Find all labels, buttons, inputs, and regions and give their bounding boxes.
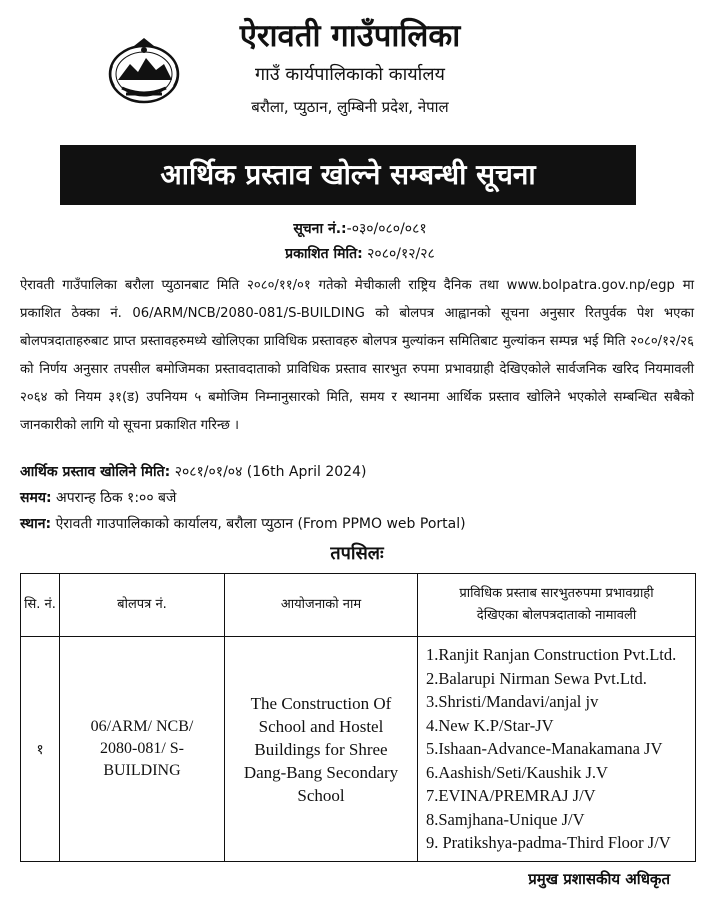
time-value: अपरान्ह ठिक १:०० बजे [56,490,177,506]
notice-number-label: सूचना नं.: [293,221,347,237]
place-label: स्थान: [20,516,52,532]
published-date-value: २०८०/१२/२८ [367,246,435,262]
published-date [160,244,560,264]
bidder-item: 1.Ranjit Ranjan Construction Pvt.Ltd. [426,645,677,665]
tapasil-heading: तपसिलः [330,543,384,564]
bidder-item: 2.Balarupi Nirman Sewa Pvt.Ltd. [426,668,647,688]
notice-body: ऐरावती गाउँपालिका बरौला प्युठानबाट मिति २०८०/११/०१ गतेको मेचीकाली राष्ट्रिय दैनिक तथा www.bolpatra.gov.np/egp मा प्रकाशित ठेक्का नं. 06/ARM/NCB/2080-081/S-BUILDING को बोलपत्र आह्वानको सूचना अनुसार रितपुर्वक पेश भएका बोलपत्रदाताहरुबाट प्राप्त प्रस्तावहरुमध्ये खोलिएका प्राविधिक प्रस्तावहरु बोलपत्र मुल्यांकन समितिबाट मुल्यांकन सम्पन्न भई मिति २०८०/१२/२६ को निर्णय अनुसार तपसील बमोजिमका प्रस्तावदाताको प्राविधिक प्रस्ताव सारभुत रुपमा प्रभावग्राही देखिएकोले सार्वजनिक खरिद नियमावली २०६४ को नियम ३१(ड) उपनियम ५ बमोजिम निम्नानुसारको मिति, समय र स्थानमा आर्थिक प्रस्ताव खोलिने भएकोले सम्बन्धित सबैको जानकारीको लागि यो सूचना प्रकाशित गरिन्छ । [20,278,694,433]
opening-date-row [20,460,700,484]
header-bidders: प्राविधिक प्रस्ताब सारभुतरुपमा प्रभावग्राही देखिएका बोलपत्रदाताको नामावली [418,574,696,637]
bidder-item: 9. Pratikshya-padma-Third Floor J/V [426,833,671,853]
bidder-item: 5.Ishaan-Advance-Manakamana JV [426,739,663,759]
place-row [20,512,700,536]
notice-title: आर्थिक प्रस्ताव खोल्ने सम्बन्धी सूचना [60,145,636,205]
opening-date-label: आर्थिक प्रस्ताव खोलिने मिति: [20,464,171,480]
org-address: बरौला, प्युठान, लुम्बिनी प्रदेश, नेपाल [251,98,449,116]
bidder-item: 6.Aashish/Seti/Kaushik J.V [426,762,608,782]
signature: प्रमुख प्रशासकीय अधिकृत [528,870,670,888]
time-row [20,486,700,510]
time-label: समय: [20,490,52,506]
notice-number-value: -०३०/०८०/०८१ [346,221,427,237]
row-bid-no: 06/ARM/ NCB/ 2080-081/ S-BUILDING [60,637,225,862]
place-value: ऐरावती गाउपालिकाको कार्यालय, बरौला प्युठान (From PPMO web Portal) [55,516,466,532]
table-row [21,637,696,862]
header-project: आयोजनाको नाम [225,574,418,637]
bidder-item: 4.New K.P/Star-JV [426,715,554,735]
bidder-item: 7.EVINA/PREMRAJ J/V [426,786,596,806]
opening-date-value: २०८१/०१/०४ (16th April 2024) [174,464,367,480]
notice-number [160,219,560,239]
nepal-emblem-icon [104,36,184,106]
bidder-item: 3.Shristi/Mandavi/anjal jv [426,692,599,712]
header-sn: सि. नं. [21,574,60,637]
row-sn: १ [21,637,60,862]
bidder-item: 8.Samjhana-Unique J/V [426,809,585,829]
published-date-label: प्रकाशित मिति: [285,246,363,262]
row-project: The Construction Of School and Hostel Buildings for Shree Dang-Bang Secondary School [225,637,418,862]
org-office: गाउँ कार्यपालिकाको कार्यालय [255,64,445,85]
header-bid-no: बोलपत्र नं. [60,574,225,637]
table-header-row [21,574,696,637]
row-bidders [418,637,696,862]
org-name: ऐरावती गाउँपालिका [239,18,461,54]
bidders-table [20,573,696,862]
